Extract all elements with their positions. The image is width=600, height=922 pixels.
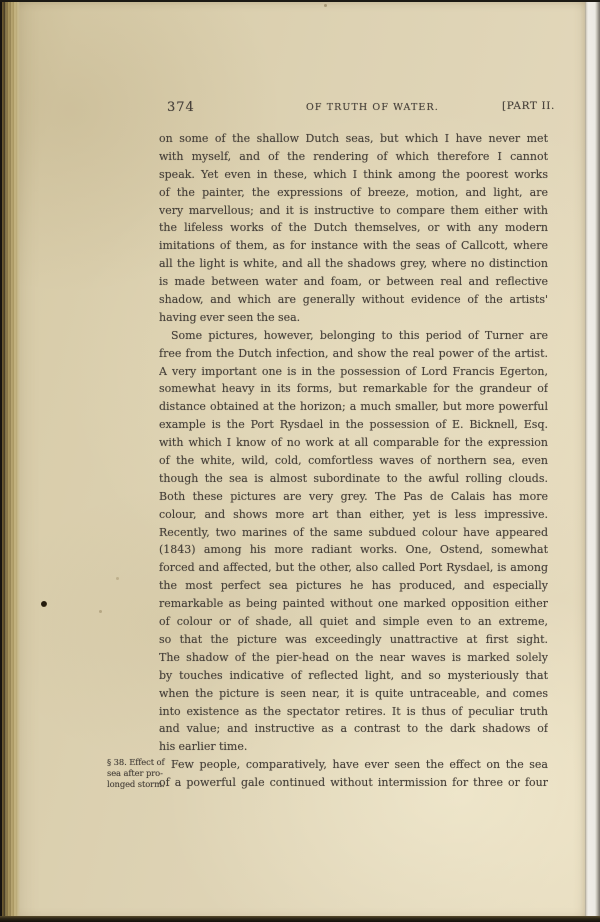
text-line: of a powerful gale continued without intermission for three or four bbox=[159, 776, 548, 790]
scan-border-top bbox=[0, 0, 600, 2]
text-line: of the painter, the expressions of breeze, motion, and light, are bbox=[159, 185, 548, 199]
text-line: all the light is white, and all the shadows grey, where no distinction bbox=[159, 257, 548, 271]
text-line: having ever seen the sea. bbox=[159, 310, 301, 324]
text-line: very marvellous; and it is instructive to compare them either with bbox=[159, 203, 548, 217]
text-line: A very important one is in the possession of Lord Francis Egerton, bbox=[159, 364, 548, 378]
scan-border-bottom bbox=[0, 916, 600, 922]
sidenote-line: sea after pro- bbox=[107, 768, 163, 778]
paper-speck bbox=[116, 577, 119, 580]
text-line: so that the picture was exceedingly unattractive at first sight. bbox=[159, 632, 548, 646]
text-line: forced and affected, but the other, also called Port Rysdael, is among bbox=[159, 561, 548, 575]
text-line: the most perfect sea pictures he has produced, and especially bbox=[159, 579, 548, 593]
text-line: (1843) among his more radiant works. One, Ostend, somewhat bbox=[159, 543, 548, 557]
text-line: free from the Dutch infection, and show the real power of the artist. bbox=[159, 346, 548, 360]
text-line: Recently, two marines of the same subdued colour have appeared bbox=[159, 525, 548, 539]
text-line: is made between water and foam, or between real and reflective bbox=[159, 275, 548, 289]
text-line: somewhat heavy in its forms, but remarkable for the grandeur of bbox=[159, 382, 548, 396]
text-line: his earlier time. bbox=[159, 740, 248, 754]
body-text bbox=[159, 130, 548, 792]
text-line: with which I know of no work at all comparable for the expression bbox=[159, 436, 548, 450]
sidenote-line: longed storm. bbox=[107, 779, 165, 789]
text-line: of the white, wild, cold, comfortless waves of northern sea, even bbox=[159, 454, 548, 468]
scan-background-strip bbox=[585, 0, 600, 922]
text-line: The shadow of the pier-head on the near waves is marked solely bbox=[159, 650, 548, 664]
text-line: of colour or of shade, all quiet and simple even to an extreme, bbox=[159, 615, 548, 629]
text-line: distance obtained at the horizon; a much smaller, but more powerful bbox=[159, 400, 548, 414]
text-line: though the sea is almost subordinate to the awful rolling clouds. bbox=[159, 471, 548, 485]
text-line: colour, and shows more art than either, yet is less impressive. bbox=[159, 507, 548, 521]
paper-speck bbox=[99, 610, 102, 613]
text-line: remarkable as being painted without one marked opposition either bbox=[159, 597, 548, 611]
text-line: example is the Port Rysdael in the possession of E. Bicknell, Esq. bbox=[159, 418, 548, 432]
text-line: shadow, and which are generally without evidence of the artists' bbox=[159, 293, 548, 307]
text-line: when the picture is seen near, it is quite untraceable, and comes bbox=[159, 686, 548, 700]
text-line: Some pictures, however, belonging to this period of Turner are bbox=[171, 328, 548, 342]
text-line: the lifeless works of the Dutch themselves, or with any modern bbox=[159, 221, 548, 235]
sidenote bbox=[107, 757, 175, 790]
sidenote-line: § 38. Effect of bbox=[107, 757, 165, 767]
text-line: speak. Yet even in these, which I think among the poorest works bbox=[159, 167, 548, 181]
text-line: with myself, and of the rendering of which therefore I cannot bbox=[159, 149, 548, 163]
text-line: Both these pictures are very grey. The Pas de Calais has more bbox=[159, 489, 548, 503]
text-line: on some of the shallow Dutch seas, but which I have never met bbox=[159, 132, 548, 145]
part-label: [PART II. bbox=[502, 100, 555, 112]
text-line: imitations of them, as for instance with the seas of Callcott, where bbox=[159, 239, 548, 253]
text-line: into existence as the spectator retires. It is thus of peculiar truth bbox=[159, 704, 548, 718]
running-title: OF TRUTH OF WATER. bbox=[306, 102, 439, 113]
text-line: Few people, comparatively, have ever seen the effect on the sea bbox=[171, 758, 548, 772]
paper-speck bbox=[324, 4, 327, 7]
paper-speck bbox=[41, 601, 47, 607]
text-line: and value; and instructive as a contrast to the dark shadows of bbox=[159, 722, 548, 736]
book-page-edges bbox=[0, 0, 20, 922]
text-line: by touches indicative of reflected light, and so mysteriously that bbox=[159, 668, 548, 682]
page-number: 374 bbox=[167, 100, 195, 115]
